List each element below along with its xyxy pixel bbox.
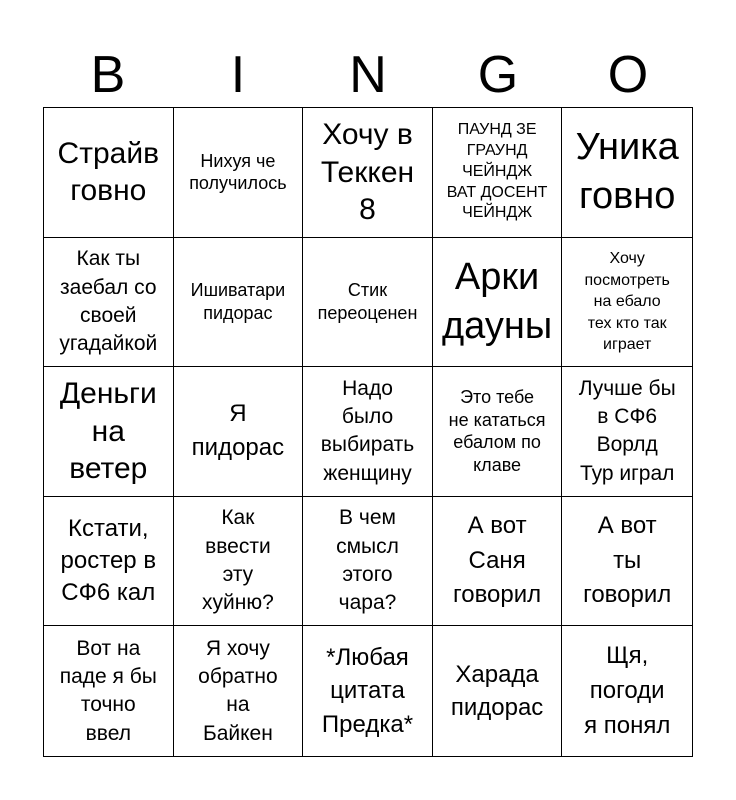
bingo-cell[interactable]: ПАУНД ЗЕ ГРАУНД ЧЕЙНДЖ ВАТ ДОСЕНТ ЧЕЙНДЖ: [433, 108, 563, 238]
bingo-cell[interactable]: Я пидорас: [174, 367, 304, 497]
bingo-cell[interactable]: Страйв говно: [44, 108, 174, 238]
bingo-cell[interactable]: Это тебе не кататься ебалом по клаве: [433, 367, 563, 497]
bingo-cell[interactable]: Уника говно: [562, 108, 692, 238]
bingo-header: [43, 40, 693, 110]
bingo-cell[interactable]: Арки дауны: [433, 238, 563, 368]
bingo-cell[interactable]: Как ты заебал со своей угадайкой: [44, 238, 174, 368]
bingo-cell[interactable]: Нихуя че получилось: [174, 108, 304, 238]
bingo-cell[interactable]: Харада пидорас: [433, 626, 563, 756]
bingo-cell[interactable]: Как ввести эту хуйню?: [174, 497, 304, 627]
header-letter-o: O: [607, 46, 649, 104]
bingo-cell[interactable]: А вот ты говорил: [562, 497, 692, 627]
bingo-cell[interactable]: Надо было выбирать женщину: [303, 367, 433, 497]
bingo-cell[interactable]: Я хочу обратно на Байкен: [174, 626, 304, 756]
bingo-cell[interactable]: В чем смысл этого чара?: [303, 497, 433, 627]
bingo-cell[interactable]: Деньги на ветер: [44, 367, 174, 497]
header-letter-i: I: [230, 46, 246, 104]
header-letter-b: B: [90, 46, 126, 104]
header-letter-n: N: [349, 46, 387, 104]
bingo-cell[interactable]: Кстати, ростер в СФ6 кал: [44, 497, 174, 627]
bingo-cell[interactable]: Ишиватари пидорас: [174, 238, 304, 368]
bingo-cell[interactable]: *Любая цитата Предка*: [303, 626, 433, 756]
bingo-cell[interactable]: Щя, погоди я понял: [584, 642, 671, 739]
bingo-cell[interactable]: Лучше бы в СФ6 Ворлд Тур играл: [562, 367, 692, 497]
bingo-grid: [43, 107, 693, 757]
bingo-cell[interactable]: А вот Саня говорил: [433, 497, 563, 627]
bingo-cell[interactable]: Хочу в Теккен 8: [303, 108, 433, 238]
header-letter-g: G: [477, 46, 519, 104]
bingo-cell[interactable]: Хочу посмотреть на ебало тех кто так играет: [562, 238, 692, 368]
bingo-cell[interactable]: Стик переоценен: [303, 238, 433, 368]
bingo-cell[interactable]: Вот на паде я бы точно ввел: [44, 626, 174, 756]
